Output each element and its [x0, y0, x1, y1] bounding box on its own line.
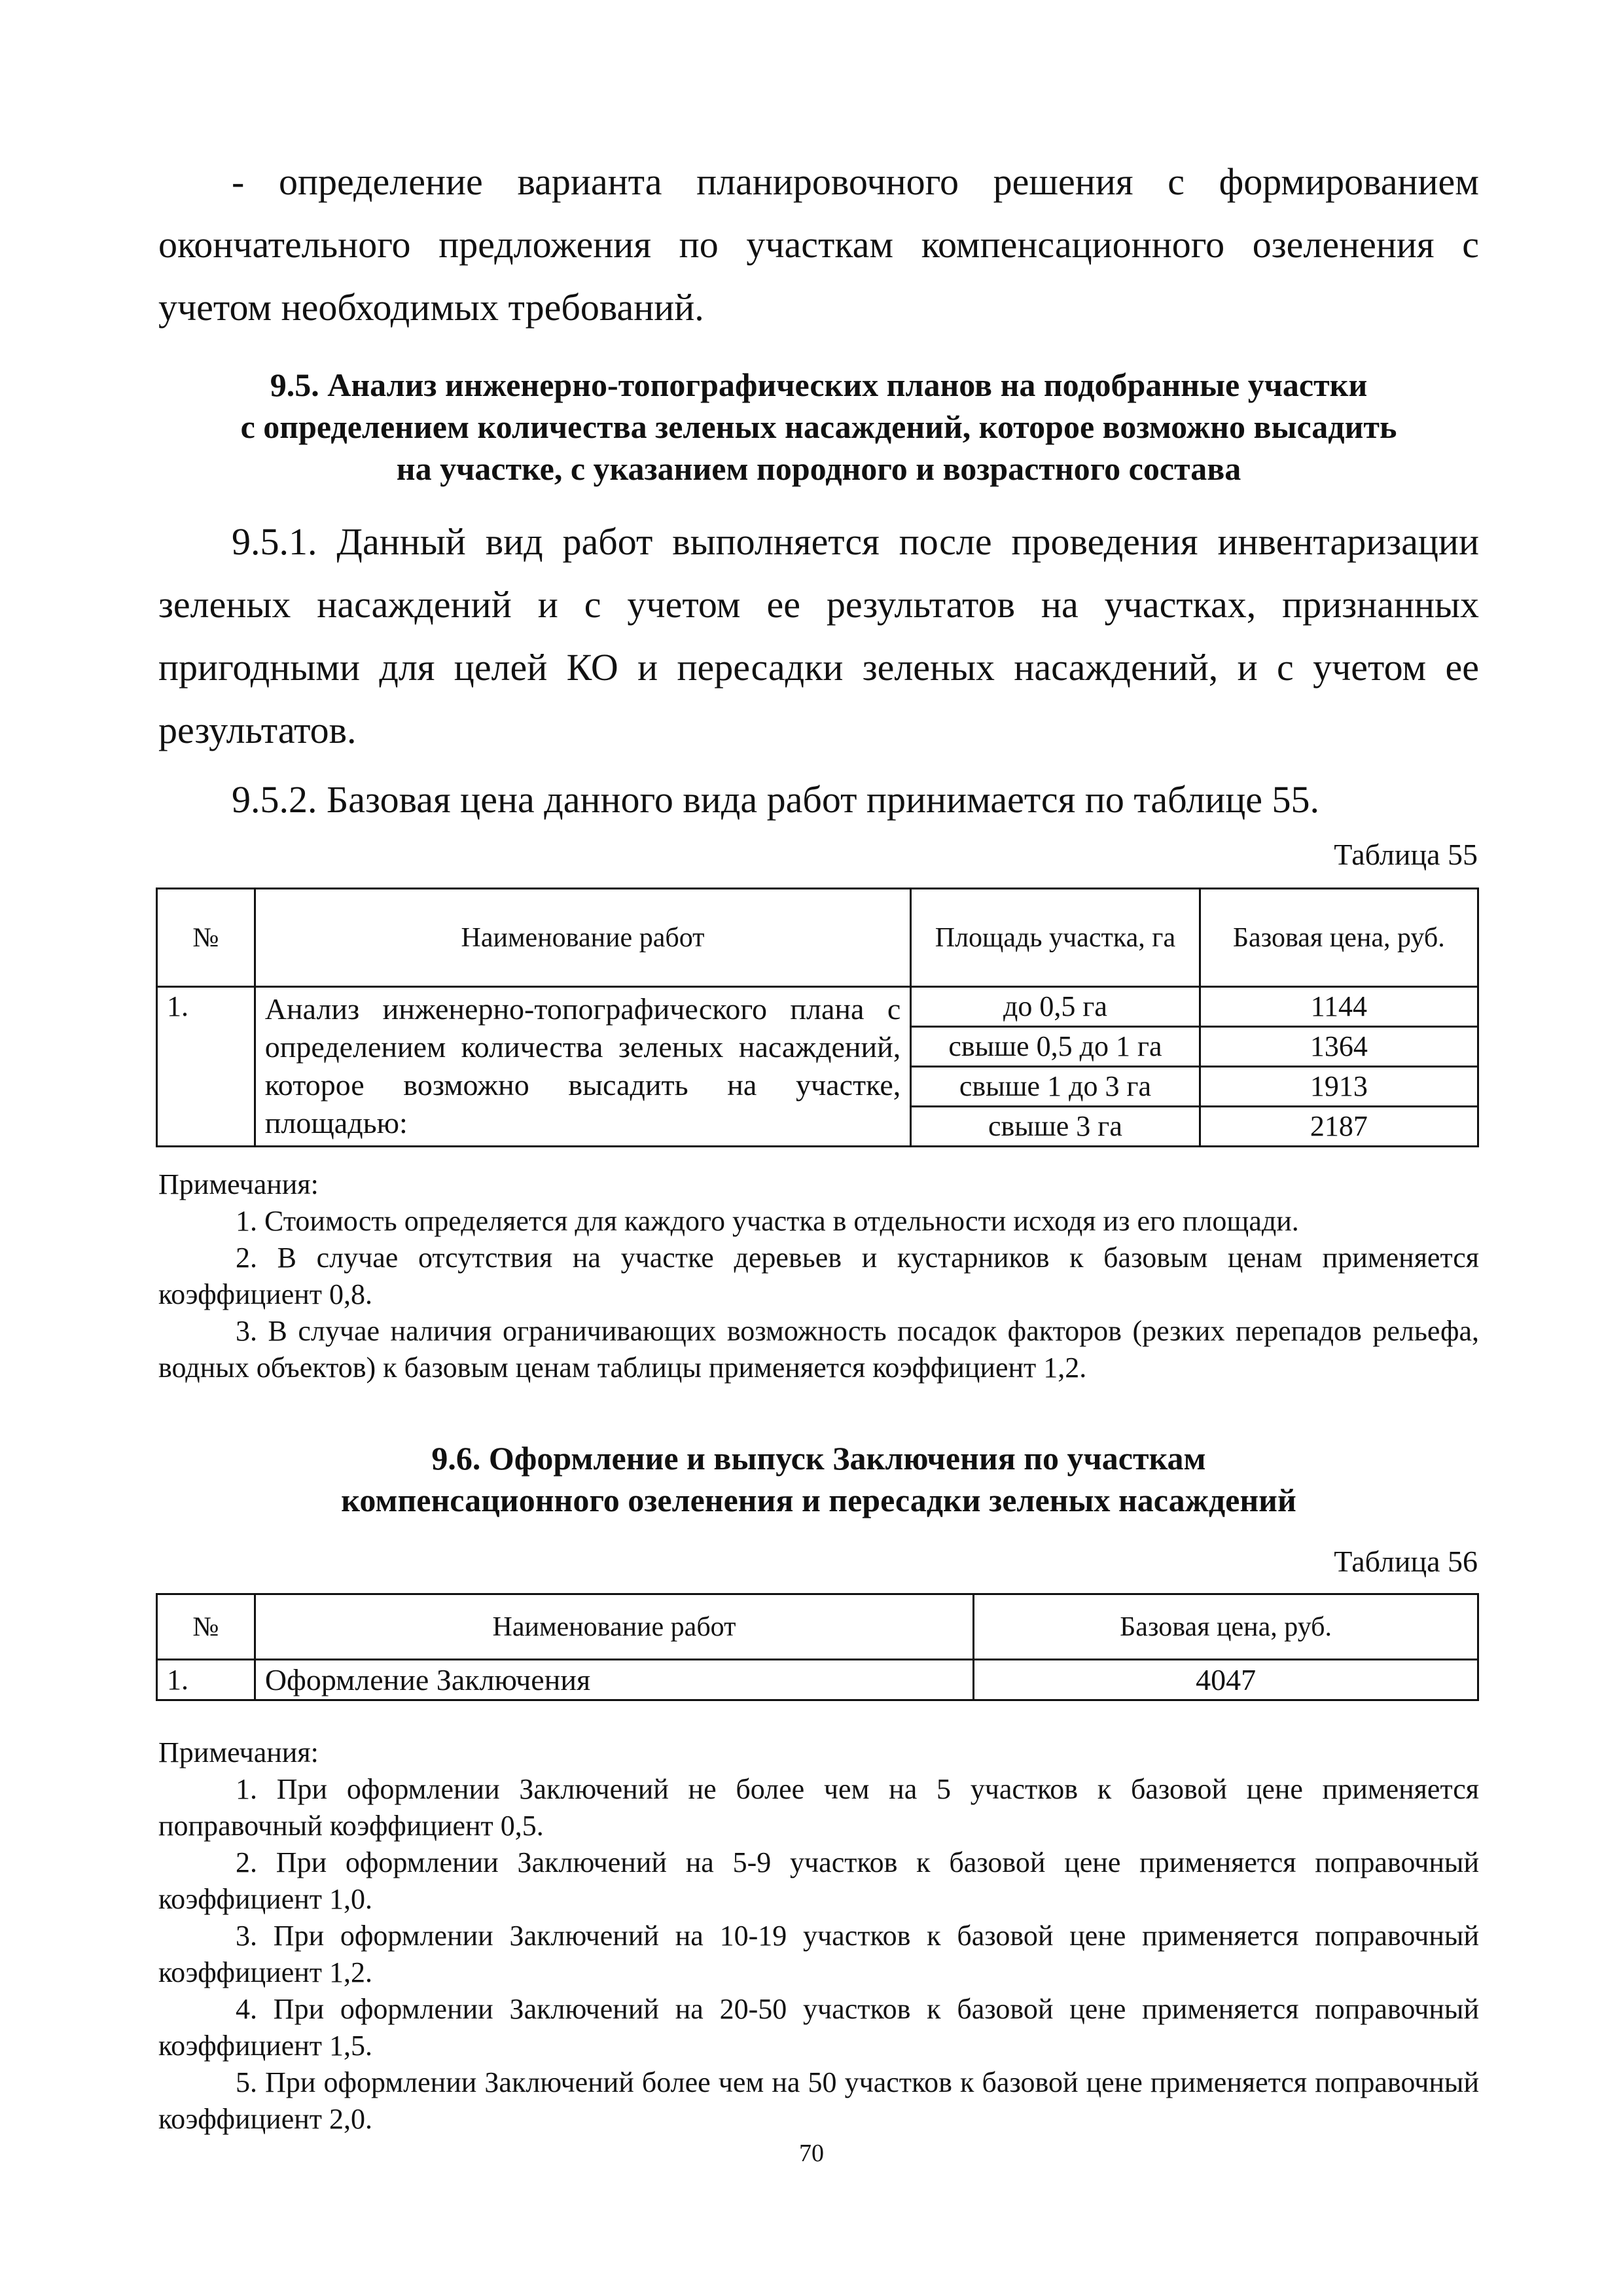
note-item: 4. При оформлении Заключений на 20-50 участков к базовой цене применяется поправочный коэффициент 1,5. [158, 1993, 1479, 2062]
table-55-header-row [157, 889, 1478, 987]
table-row [157, 987, 1478, 1027]
table-55-price-cell: 1913 [1200, 1067, 1478, 1107]
section-9-5-body [158, 511, 1479, 831]
table-56-header-num: № [157, 1594, 255, 1660]
intro-block [158, 151, 1479, 339]
table-55-area-cell: свыше 3 га [911, 1107, 1200, 1147]
table-55-area-cell: свыше 1 до 3 га [911, 1067, 1200, 1107]
paragraph-9-5-1: 9.5.1. Данный вид работ выполняется после проведения инвентаризации зеленых насаждений и с учетом ее результатов на участках, признанных пригодными для целей КО и пересадки зеленых насаждений, и с учетом ее результатов. [158, 520, 1479, 751]
note-item: 3. В случае наличия ограничивающих возможность посадок факторов (резких перепадов рельефа, водных объектов) к базовым ценам таблицы применяется коэффициент 1,2. [158, 1315, 1479, 1384]
section-9-5-heading-line-3: на участке, с указанием породного и возрастного состава [396, 450, 1241, 487]
table-56-header-name: Наименование работ [255, 1594, 973, 1660]
table-56 [156, 1593, 1479, 1701]
table-56-row-name: Оформление Заключения [255, 1660, 973, 1700]
section-9-6-heading-line-1: 9.6. Оформление и выпуск Заключения по участкам [431, 1440, 1206, 1477]
table-55-area-cell: до 0,5 га [911, 987, 1200, 1027]
section-9-5-heading-line-1: 9.5. Анализ инженерно-топографических планов на подобранные участки [270, 367, 1368, 403]
note-item: 1. При оформлении Заключений не более чем на 5 участков к базовой цене применяется поправочный коэффициент 0,5. [158, 1773, 1479, 1842]
notes-label: Примечания: [158, 1736, 319, 1768]
table-55-header-price: Базовая цена, руб. [1200, 889, 1478, 987]
table-56-notes [158, 1734, 1479, 2138]
notes-label: Примечания: [158, 1168, 319, 1200]
section-9-5-heading-line-2: с определением количества зеленых насаждений, которое возможно высадить [240, 408, 1397, 445]
note-item: 3. При оформлении Заключений на 10-19 участков к базовой цене применяется поправочный коэффициент 1,2. [158, 1920, 1479, 1988]
table-55-row-name: Анализ инженерно-топографического плана с определением количества зеленых насаждений, которое возможно высадить на участке, площадью: [255, 987, 910, 1147]
table-55-price-cell: 1364 [1200, 1027, 1478, 1067]
table-56-row-price: 4047 [974, 1660, 1478, 1700]
table-56-header-row [157, 1594, 1478, 1660]
table-row [157, 1660, 1478, 1700]
section-9-5-heading [158, 364, 1479, 490]
table-55-price-cell: 2187 [1200, 1107, 1478, 1147]
intro-paragraph: - определение варианта планировочного решения с формированием окончательного предложения по участкам компенсационного озеленения с учетом необходимых требований. [158, 160, 1479, 329]
table-55-header-num: № [157, 889, 255, 987]
page-number: 70 [799, 2140, 824, 2167]
note-item: 1. Стоимость определяется для каждого участка в отдельности исходя из его площади. [236, 1205, 1299, 1237]
table-56-row-num: 1. [157, 1660, 255, 1700]
table-55-caption: Таблица 55 [1334, 838, 1478, 871]
table-55-notes [158, 1166, 1479, 1386]
table-55-header-area: Площадь участка, га [911, 889, 1200, 987]
note-item: 2. При оформлении Заключений на 5-9 участков к базовой цене применяется поправочный коэффициент 1,0. [158, 1846, 1479, 1915]
table-56-header-price: Базовая цена, руб. [974, 1594, 1478, 1660]
table-55-row-num: 1. [157, 987, 255, 1147]
section-9-6-heading-line-2: компенсационного озеленения и пересадки зеленых насаждений [341, 1482, 1296, 1518]
table-55-header-name: Наименование работ [255, 889, 910, 987]
section-9-6-heading [158, 1437, 1479, 1521]
note-item: 5. При оформлении Заключений более чем на 50 участков к базовой цене применяется поправочный коэффициент 2,0. [158, 2066, 1479, 2135]
table-55 [156, 888, 1479, 1147]
table-55-area-cell: свыше 0,5 до 1 га [911, 1027, 1200, 1067]
table-55-price-cell: 1144 [1200, 987, 1478, 1027]
table-56-caption: Таблица 56 [1334, 1545, 1478, 1578]
note-item: 2. В случае отсутствия на участке деревьев и кустарников к базовым ценам применяется коэффициент 0,8. [158, 1242, 1479, 1310]
paragraph-9-5-2: 9.5.2. Базовая цена данного вида работ принимается по таблице 55. [232, 778, 1320, 821]
